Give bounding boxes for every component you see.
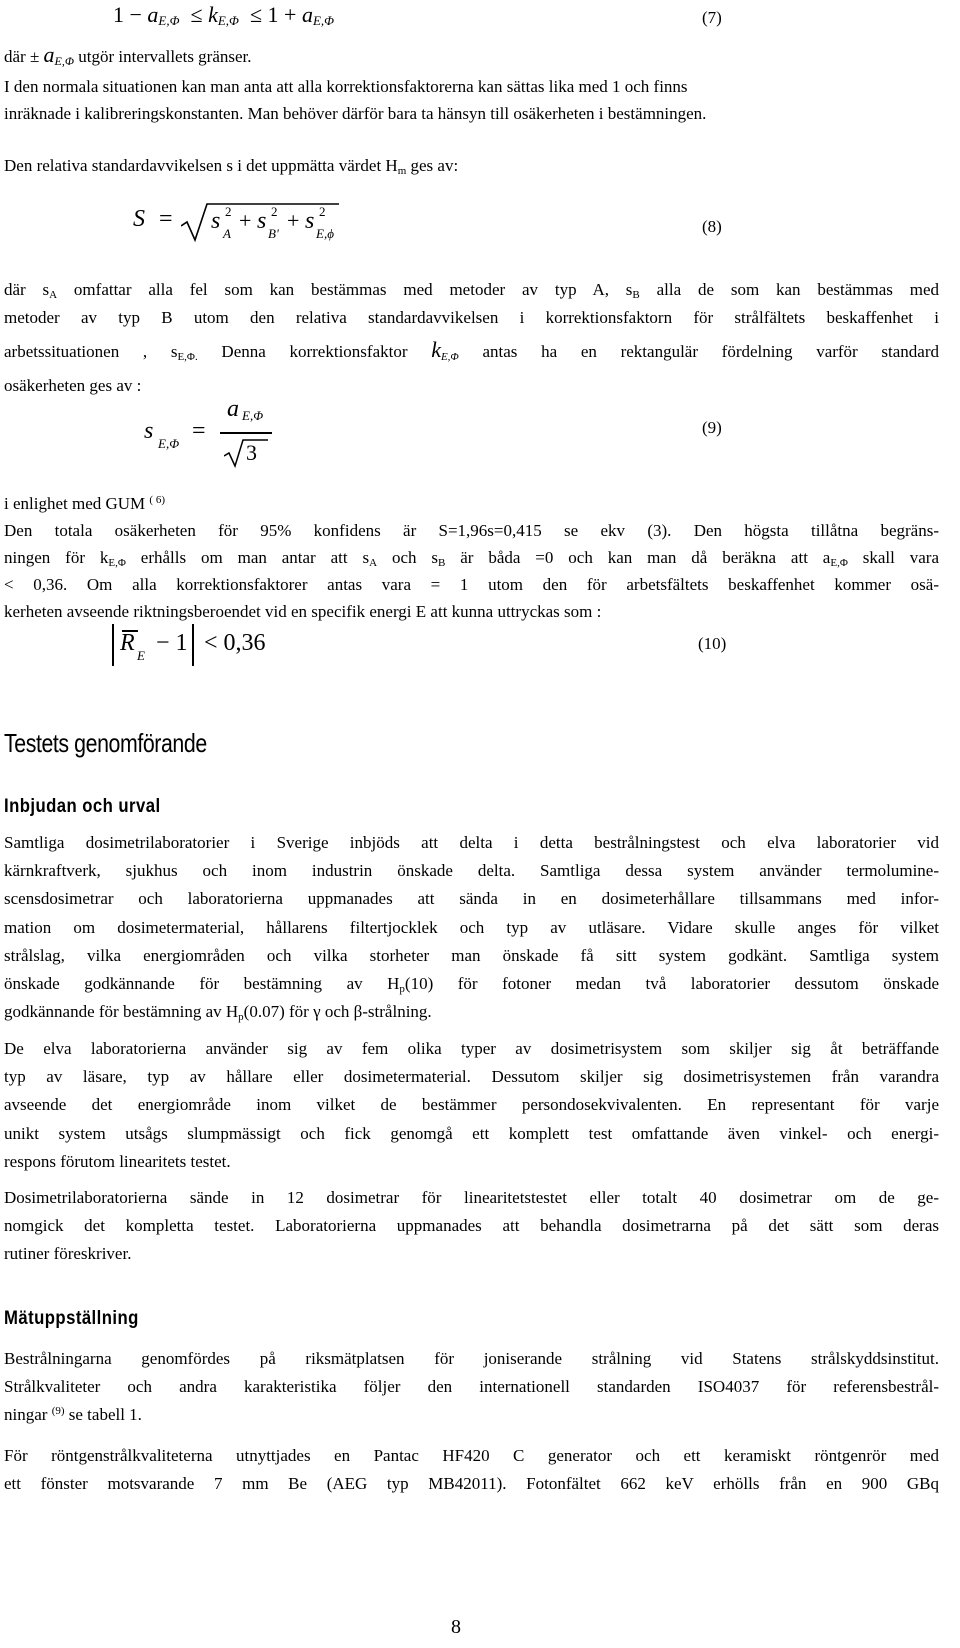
equation-8-number: (8) (702, 217, 722, 236)
paragraph-bestralningarna: Bestrålningarna genomfördes på riksmätplatsen för joniserande strålning vid Statens strålskyddsinstitut. Strålkvaliteter och andra karakteristika följer den internationell standarden ISO4037 för referensbestrål- ningar $^{(9)}$ se tabell 1. (4, 1349, 939, 1425)
equation-9: s E,Φ = a E,Φ 3 (144, 398, 284, 470)
equation-10-number: (10) (698, 634, 727, 653)
subsection-heading-inbjudan: Inbjudan och urval (4, 796, 161, 817)
paragraph-sa-sb: där $s_A$ omfattar alla fel som kan bestämmas med metoder av typ A, $s_B$ alla de som kan bestämmas med metoder av typ B utom den relativa standardavvikelsen i korrektionsfaktorn för strålfältets beskaffenhet i arbetssituationen , $s_{E,\Phi.}$ Denna korrektionsfaktor $k_{E,\Phi}$ antas ha en rektangulär fördelning varför standard osäkerheten ges av : (4, 280, 940, 395)
equation-7-number: (7) (702, 8, 722, 27)
abs-bar-right (192, 624, 194, 666)
paragraph-rontgen: För röntgenstrålkvaliteterna utnyttjades en Pantac HF420 C generator och ett keramiskt röntgenrör med ett fönster motsvarande 7 mm Be (AEG typ MB42011). Fotonfältet 662 keV erhölls från en 900 GBq (4, 1446, 939, 1494)
paragraph-gum: i enlighet med GUM $^{( 6)}$ Den totala osäkerheten för 95% konfidens är S=1,96s=0,415 se ekv (3). Den högsta tillåtna begräns- ningen för $k_{E,\Phi}$ erhålls om man antar att $s_A$ och $s_B$ är båda =0 och kan man då beräkna att $a_{E,\Phi}$ skall vara < 0,36. Om alla korrektionsfaktorer antas vara = 1 utom den för arbetsfältets beskaffenhet kommer osä- kerheten avseende riktningsberoendet vid en specifik energi E att kunna uttryckas som : (4, 494, 940, 621)
equation-7: $1 - a_{E,\Phi} \le k_{E,\Phi} \le 1 + a_{E,\Phi}$ (113, 2, 335, 28)
equation-9-number: (9) (702, 418, 722, 437)
paragraph-relative-std: Den relativa standardavvikelsen s i det uppmätta värdet $H_m$ ges av: (4, 156, 459, 177)
subsection-heading-matuppstallning: Mätuppställning (4, 1308, 139, 1329)
interval-note: där ± $a_{E,\Phi}$ utgör intervallets gränser. (4, 42, 252, 68)
equation-8: S = s 2 A + s 2 B' + s 2 E,ϕ (133, 198, 353, 248)
section-heading: Testets genomförande (4, 728, 207, 758)
abs-bar-left (112, 624, 114, 666)
paragraph-laboratorier: De elva laboratorierna använder sig av fem olika typer av dosimetrisystem som skiljer sig åt beträffande typ av läsare, typ av hållare eller dosimetermaterial. Dessutom skiljer sig dosimetrisystemen från varandra avseende det energiområde inom vilket de bestämmer persondosekvivalenten. En representant för varje unikt system utsågs slumpmässigt och fick genomgå ett komplett test omfattande även vinkel- och energi- respons förutom linearitets testet. (4, 1039, 939, 1171)
paragraph-normal-situation: I den normala situationen kan man anta att alla korrektionsfaktorerna kan sättas lika med 1 och finns inräknade i kalibreringskonstanten. Man behöver därför bara ta hänsyn till osäkerheten i bestämningen. (4, 77, 707, 123)
equation-10: R E − 1 < 0,36 (112, 624, 372, 670)
page-number: 8 (451, 1616, 461, 1638)
paragraph-dosimetrar: Dosimetrilaboratorierna sände in 12 dosimetrar för linearitetstestet eller totalt 40 dosimetrar om de ge- nomgick det kompletta testet. Laboratorierna uppmanades att behandla dosimetrarna på det sätt som deras rutiner föreskriver. (4, 1188, 939, 1264)
paragraph-inbjudan: Samtliga dosimetrilaboratorier i Sverige inbjöds att delta i detta bestrålningstest och elva laboratorier vid kärnkraftverk, sjukhus och inom industrin önskade delta. Samtliga dessa system använder termolumine- scensdosimetrar och laboratorierna uppmanades att sända in en dosimeterhållare tillsammans med infor- mation om dosimetermaterial, hållarens filtertjocklek och typ av utläsare. Vidare skulle anges för vilket strålslag, vilka energiområden och vilka storheter man önskade få sitt system godkänt. Samtliga system önskade godkännande för bestämning av $H_p(10)$ för fotoner medan två laboratorier dessutom önskade godkännande för bestämning av $H_p(0.07)$ för γ och β-strålning. (4, 833, 939, 1024)
fraction-bar (220, 432, 272, 434)
